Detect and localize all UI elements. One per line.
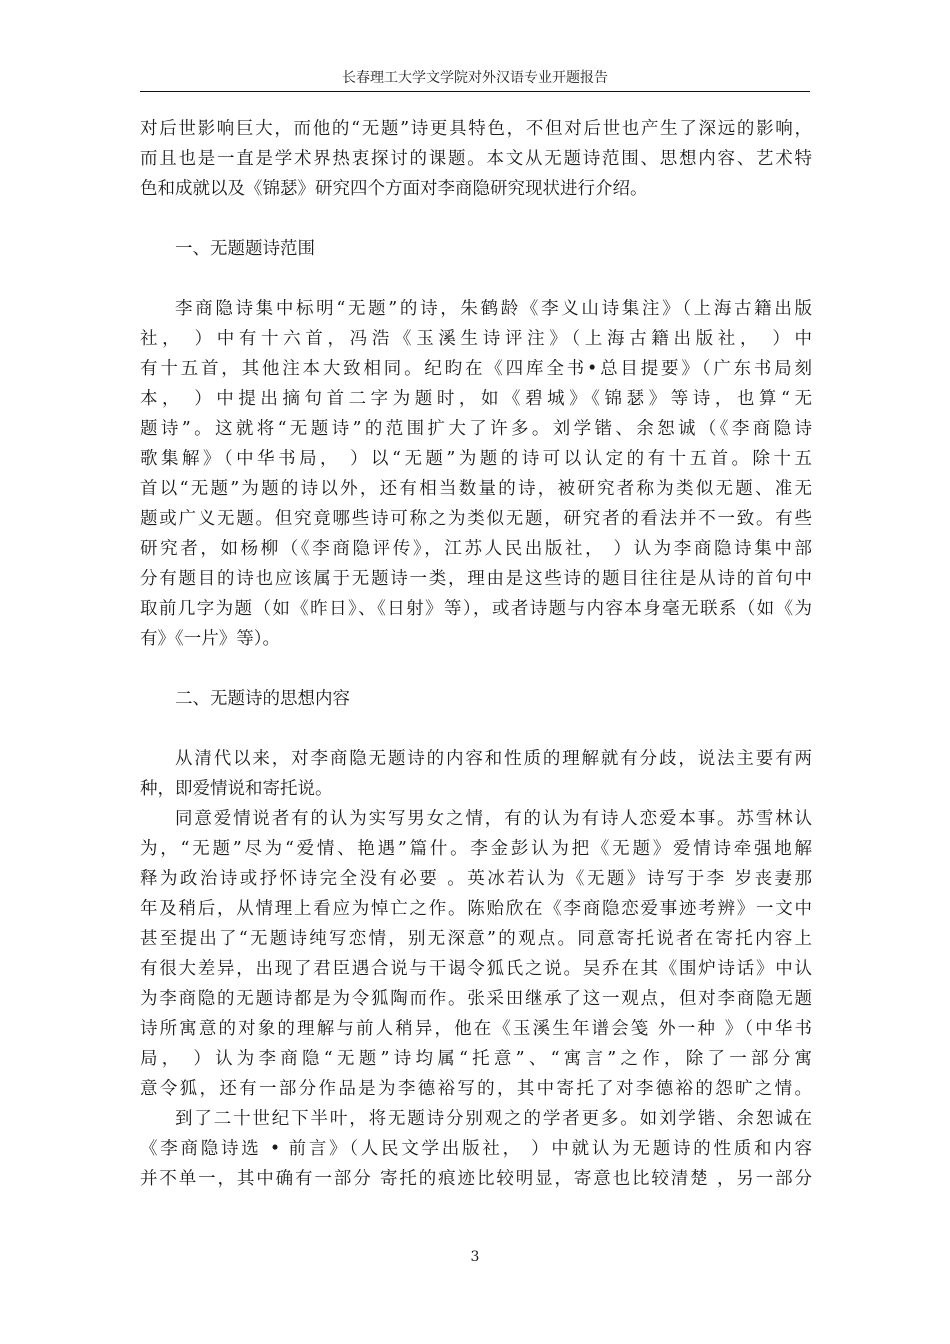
paragraph-line: 取前几字为题（如《昨日》、《日射》等），或者诗题与内容本身毫无联系（如《为 bbox=[140, 599, 812, 619]
paragraph-line: 研究者，如杨柳（《李商隐评传》，江苏人民出版社， ）认为李商隐诗集中部 bbox=[140, 539, 812, 559]
paragraph-line: 同意爱情说者有的认为实写男女之情，有的认为有诗人恋爱本事。苏雪林认 bbox=[175, 809, 812, 829]
paragraph-line: 从清代以来，对李商隐无题诗的内容和性质的理解就有分歧，说法主要有两 bbox=[175, 749, 812, 769]
section-heading-scope: 一、无题题诗范围 bbox=[175, 239, 315, 259]
header-divider bbox=[140, 91, 810, 92]
paragraph-line: 年及稍后，从情理上看应为悼亡之作。陈贻欣在《李商隐恋爱事迹考辨》一文中 bbox=[140, 899, 812, 919]
paragraph-line: 首以“无题”为题的诗以外，还有相当数量的诗，被研究者称为类似无题、准无 bbox=[140, 479, 812, 499]
paragraph-line: 有十五首，其他注本大致相同。纪昀在《四库全书•总目提要》（广东书局刻 bbox=[140, 359, 812, 379]
paragraph-line: 社， ）中有十六首，冯浩《玉溪生诗评注》（上海古籍出版社， ）中 bbox=[140, 329, 812, 349]
paragraph-line: 为李商隐的无题诗都是为令狐陶而作。张采田继承了这一观点，但对李商隐无题 bbox=[140, 989, 812, 1009]
paragraph-line: 分有题目的诗也应该属于无题诗一类，理由是这些诗的题目往往是从诗的首句中 bbox=[140, 569, 812, 589]
paragraph-line: 《李商隐诗选 • 前言》（人民文学出版社， ）中就认为无题诗的性质和内容 bbox=[140, 1139, 812, 1159]
paragraph-line: 歌集解》（中华书局， ）以“无题”为题的诗可以认定的有十五首。除十五 bbox=[140, 449, 812, 469]
paragraph-line: 本， ）中提出摘句首二字为题时，如《碧城》《锦瑟》等诗，也算“无 bbox=[140, 389, 812, 409]
paragraph-line: 并不单一，其中确有一部分 寄托的痕迹比较明显，寄意也比较清楚 ，另一部分 bbox=[140, 1169, 812, 1189]
paragraph-line: 意令狐，还有一部分作品是为李德裕写的，其中寄托了对李德裕的怨旷之情。 bbox=[140, 1079, 812, 1099]
page-number: 3 bbox=[470, 1249, 480, 1265]
paragraph-line: 题诗”。这就将“无题诗”的范围扩大了许多。刘学锴、余恕诚（《李商隐诗 bbox=[140, 419, 812, 439]
paragraph-line: 到了二十世纪下半叶，将无题诗分别观之的学者更多。如刘学锴、余恕诚在 bbox=[175, 1109, 812, 1129]
document-body bbox=[140, 114, 812, 1194]
page-header: 长春理工大学文学院对外汉语专业开题报告 bbox=[342, 70, 608, 86]
paragraph-line: 而且也是一直是学术界热衷探讨的课题。本文从无题诗范围、思想内容、艺术特 bbox=[140, 149, 812, 169]
paragraph-line: 有》《一片》等）。 bbox=[140, 629, 280, 649]
paragraph-line: 释为政治诗或抒怀诗完全没有必要 。英冰若认为《无题》诗写于李 岁丧妻那 bbox=[140, 869, 812, 889]
paragraph-line: 为，“无题”尽为“爱情、艳遇”篇什。李金彭认为把《无题》爱情诗牵强地解 bbox=[140, 839, 812, 859]
paragraph-line: 题或广义无题。但究竟哪些诗可称之为类似无题，研究者的看法并不一致。有些 bbox=[140, 509, 812, 529]
paragraph-line: 诗所寓意的对象的理解与前人稍异，他在《玉溪生年谱会笺 外一种 》（中华书 bbox=[140, 1019, 812, 1039]
paragraph-line: 色和成就以及《锦瑟》研究四个方面对李商隐研究现状进行介绍。 bbox=[140, 179, 648, 199]
paragraph-line: 有很大差异，出现了君臣遇合说与干谒令狐氏之说。吴乔在其《围炉诗话》中认 bbox=[140, 959, 812, 979]
paragraph-line: 李商隐诗集中标明“无题”的诗，朱鹤龄《李义山诗集注》（上海古籍出版 bbox=[175, 299, 812, 319]
paragraph-line: 局， ）认为李商隐“无题”诗均属“托意”、“寓言”之作，除了一部分寓 bbox=[140, 1049, 812, 1069]
paragraph-line: 种，即爱情说和寄托说。 bbox=[140, 779, 333, 799]
paragraph-line: 甚至提出了“无题诗纯写恋情，别无深意”的观点。同意寄托说者在寄托内容上 bbox=[140, 929, 812, 949]
paragraph-line: 对后世影响巨大，而他的“无题”诗更具特色，不但对后世也产生了深远的影响， bbox=[140, 119, 812, 139]
section-heading-content: 二、无题诗的思想内容 bbox=[175, 689, 350, 709]
